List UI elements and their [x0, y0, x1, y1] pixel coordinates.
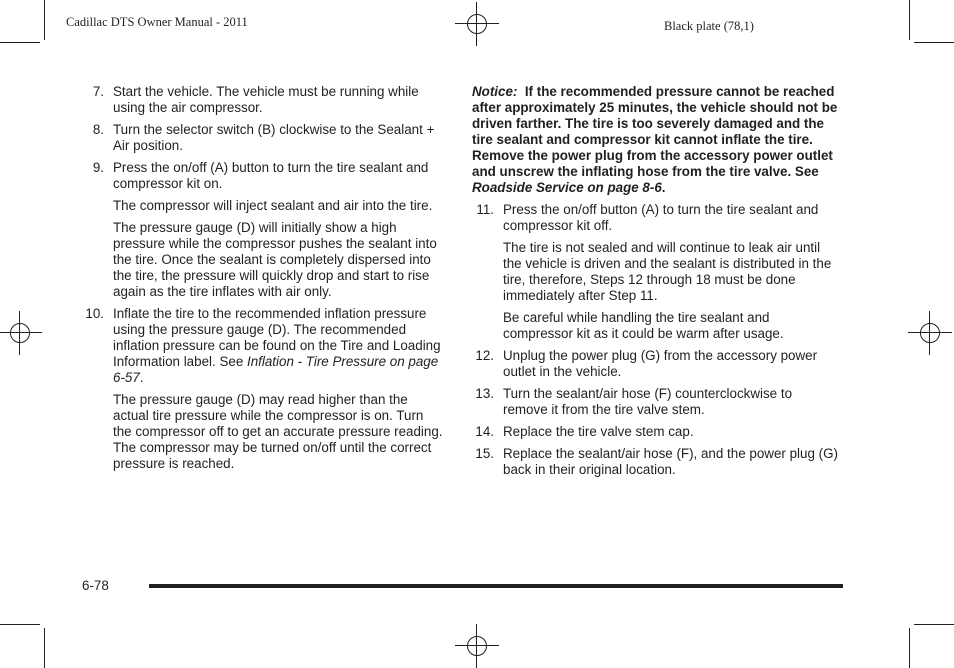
crop-mark — [909, 0, 910, 40]
step-number: 10. — [85, 306, 104, 321]
left-column — [82, 84, 444, 478]
registration-mark-bottom — [455, 624, 499, 668]
paragraph-higher: The pressure gauge (D) may read higher than the actual tire pressure while the compressor is on. Turn the compressor off to get an accurate pressure reading. The compressor may be turned on/off until the correct pressure is reached. — [113, 392, 443, 471]
step-number: 13. — [475, 386, 494, 401]
registration-mark-right — [908, 311, 952, 355]
step-text: Turn the sealant/air hose (F) counterclockwise to remove it from the tire valve stem. — [503, 386, 793, 417]
step-14 — [472, 424, 838, 440]
crop-mark — [44, 628, 45, 668]
plate-label: Black plate (78,1) — [664, 19, 754, 33]
step-11 — [472, 202, 838, 234]
crop-mark — [0, 42, 40, 43]
step-number: 12. — [475, 348, 494, 363]
step-12 — [472, 348, 838, 380]
step-number: 14. — [475, 424, 494, 439]
footer-rule — [149, 584, 843, 588]
crop-mark — [914, 624, 954, 625]
notice-text-end: . — [661, 180, 666, 195]
paragraph-inject: The compressor will inject sealant and air into the tire. — [113, 198, 433, 213]
step-text: Start the vehicle. The vehicle must be running while using the air compressor. — [113, 84, 419, 115]
step-text: Unplug the power plug (G) from the accessory power outlet in the vehicle. — [503, 348, 818, 379]
step-text: Replace the sealant/air hose (F), and the power plug (G) back in their original location. — [503, 446, 838, 477]
cross-reference-link[interactable]: Roadside Service on page 8-6 — [472, 180, 662, 195]
step-text: Turn the selector switch (B) clockwise to the Sealant + Air position. — [113, 122, 435, 153]
step-number: 9. — [92, 160, 104, 175]
running-header-title: Cadillac DTS Owner Manual - 2011 — [66, 15, 248, 29]
notice-text: If the recommended pressure cannot be reached after approximately 25 minutes, the vehicle should not be driven farther. The tire is too severely damaged and the tire sealant and compressor kit cannot inflate the tire. Remove the power plug from the accessory power outlet and unscrew the inflating hose from the tire valve. See — [472, 84, 842, 179]
step-text-end: . — [139, 370, 144, 385]
paragraph-gauge: The pressure gauge (D) will initially show a high pressure while the compressor pushes the sealant into the tire. Once the sealant is completely dispersed into the tire, the pressure will quickly drop and start to rise again as the tire inflates with air only. — [113, 220, 437, 299]
crop-mark — [44, 0, 45, 40]
step-text: Press the on/off button (A) to turn the tire sealant and compressor kit off. — [503, 202, 819, 233]
step-15 — [472, 446, 838, 478]
paragraph-careful: Be careful while handling the tire sealant and compressor kit as it could be warm after usage. — [503, 310, 784, 341]
crop-mark — [909, 628, 910, 668]
notice-block — [472, 84, 842, 196]
registration-mark-left — [0, 311, 42, 355]
step-text: Inflate the tire to the recommended inflation pressure using the pressure gauge (D). The recommended inflation pressure can be found on the Tire and Loading Information label. See — [113, 306, 441, 369]
step-10 — [82, 306, 444, 386]
registration-mark-top — [455, 2, 499, 46]
step-8 — [82, 122, 444, 154]
step-number: 11. — [476, 202, 494, 217]
notice-label: Notice: — [472, 84, 518, 99]
cross-reference-link[interactable]: Inflation - Tire Pressure on page 6-57 — [113, 354, 439, 385]
step-7 — [82, 84, 444, 116]
step-number: 7. — [92, 84, 104, 99]
paragraph-leak: The tire is not sealed and will continue to leak air until the vehicle is driven and the sealant is distributed in the tire, therefore, Steps 12 through 18 must be done immediately after Step 11. — [503, 240, 832, 303]
step-text: Replace the tire valve stem cap. — [503, 424, 694, 439]
step-13 — [472, 386, 838, 418]
step-number: 8. — [92, 122, 104, 137]
crop-mark — [0, 624, 40, 625]
right-column — [472, 84, 842, 484]
step-number: 15. — [475, 446, 494, 461]
page-number: 6-78 — [82, 578, 109, 593]
crop-mark — [914, 42, 954, 43]
step-text: Press the on/off (A) button to turn the tire sealant and compressor kit on. — [113, 160, 429, 191]
step-9 — [82, 160, 444, 192]
